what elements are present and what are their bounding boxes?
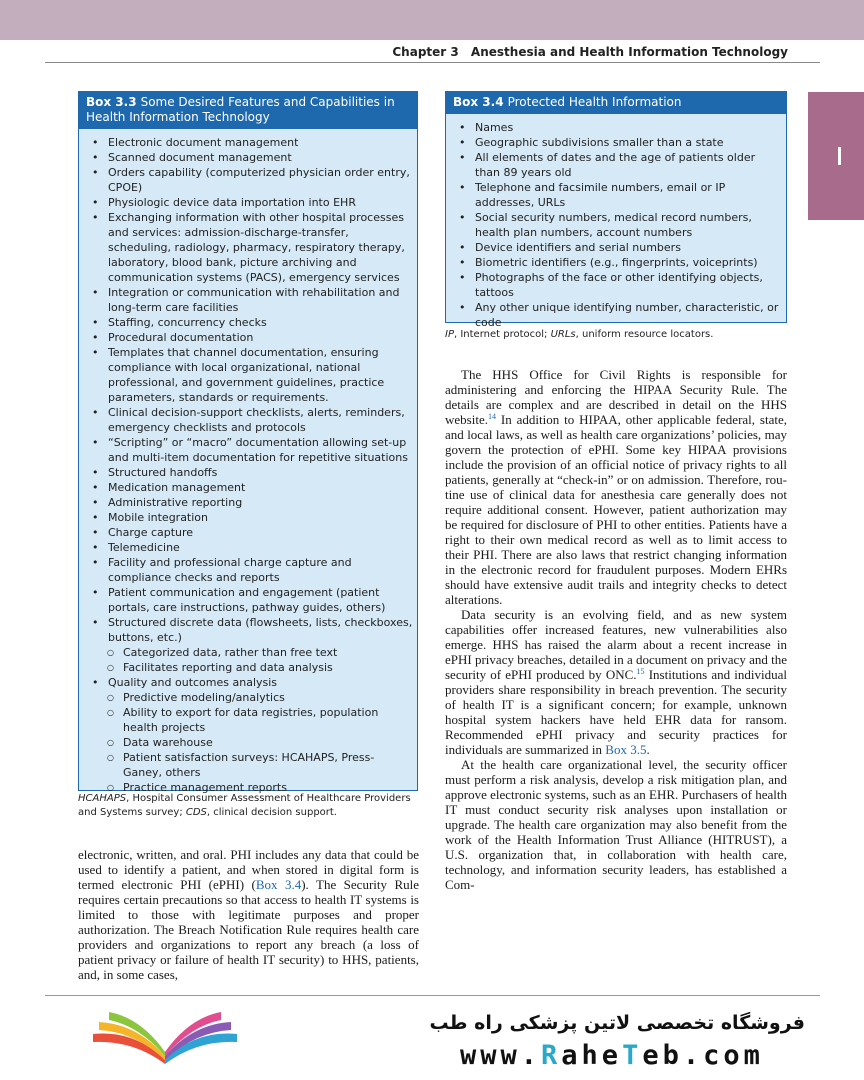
list-item: • “Scripting” or “macro” documentation allowing set-up and multi-item documentation for repetitive situations bbox=[90, 435, 413, 465]
box-3-3 bbox=[78, 91, 418, 794]
text-run: At the health care organizational level, the security officer must perform a risk analysis, develop a risk mitigation plan, and approve electronic systems, such as an EHR. Purchasers of health IT must conduct security risk analyses upon installation or upgrade. The health care organization may also benefit from the work of the Health Information Trust Alliance (HITRUST), a U.S. organization that, in collaboration with health care, technology, and information security leaders, has established a Com- bbox=[445, 757, 787, 892]
list-item: • Templates that channel documentation, ensuring compliance with local organizational, national professional, and government guidelines, practice parameters, standards or requirements. bbox=[90, 345, 413, 405]
box-3-3-title: Some Desired Features and Capabilities in Health Information Technology bbox=[86, 95, 395, 124]
list-item: • Structured discrete data (flowsheets, lists, checkboxes, buttons, etc.) bbox=[90, 615, 413, 645]
list-item: • Facility and professional charge capture and compliance checks and reports bbox=[90, 555, 413, 585]
list-item: • All elements of dates and the age of patients older than 89 years old bbox=[457, 150, 782, 180]
box-3-4-title: Protected Health Information bbox=[507, 95, 682, 109]
list-item: • Administrative reporting bbox=[90, 495, 413, 510]
list-item: • Exchanging information with other hospital processes and services: admission-discharge-transfer, scheduling, radiology, pharmacy, respiratory therapy, laboratory, blood bank, picture archiving and communication systems (PACS), emergency services bbox=[90, 210, 413, 285]
sub-list-item: ○ Practice management reports bbox=[90, 780, 413, 795]
right-column-text bbox=[445, 367, 787, 892]
running-head bbox=[392, 45, 788, 59]
footnote-term: HCAHAPS bbox=[78, 793, 127, 804]
sub-list-item: ○ Categorized data, rather than free text bbox=[90, 645, 413, 660]
section-thumb-tab bbox=[808, 92, 864, 220]
watermark-url-part-1: ahe bbox=[561, 1040, 623, 1071]
list-item: • Mobile integration bbox=[90, 510, 413, 525]
reference-superscript[interactable]: 14 bbox=[487, 412, 496, 421]
watermark-url-letter-t: T bbox=[622, 1040, 643, 1071]
list-item: • Telephone and facsimile numbers, email or IP addresses, URLs bbox=[457, 180, 782, 210]
box-3-3-heading bbox=[79, 92, 417, 129]
box-3-3-list bbox=[79, 129, 417, 801]
sub-list-item: ○ Ability to export for data registries, population health projects bbox=[90, 705, 413, 735]
watermark-persian-text: فروشگاه تخصصی لاتین پزشکی راه طب bbox=[429, 1012, 805, 1034]
body-paragraph bbox=[445, 367, 787, 607]
chapter-number: Chapter 3 bbox=[392, 45, 459, 59]
box-3-3-footnote bbox=[78, 792, 423, 820]
list-item: • Electronic document management bbox=[90, 135, 413, 150]
list-item: • Physiologic device data importation into EHR bbox=[90, 195, 413, 210]
text-run: ). The Security Rule requires certain precautions so that access to health IT systems is limited to those with legitimate purposes and proper authorization. The Breach Notification Rule requires health care providers and organizations to report any breach (a loss of patient privacy or failure of health IT security) to HHS, patients, and, in some cases, bbox=[78, 877, 419, 982]
footnote-definition: , Internet protocol; bbox=[453, 329, 551, 340]
footnote-definition: , Hospital Consumer Assessment of Healthcare Providers and Systems survey; bbox=[78, 793, 411, 818]
section-marker-icon bbox=[838, 147, 841, 165]
watermark-url bbox=[460, 1040, 764, 1071]
box-3-4 bbox=[445, 91, 787, 329]
reference-superscript[interactable]: 15 bbox=[636, 667, 645, 676]
footnote-term: URLs bbox=[550, 329, 576, 340]
footnote-definition: , uniform resource locators. bbox=[575, 329, 714, 340]
list-item: • Any other unique identifying number, characteristic, or code bbox=[457, 300, 782, 330]
chapter-title: Anesthesia and Health Information Technology bbox=[470, 45, 788, 59]
list-item: • Procedural documentation bbox=[90, 330, 413, 345]
watermark-url-prefix: www. bbox=[460, 1040, 542, 1071]
footnote-term: IP bbox=[445, 329, 454, 340]
box-3-4-footnote bbox=[445, 328, 790, 342]
box-3-4-list bbox=[446, 114, 786, 336]
list-item: • Structured handoffs bbox=[90, 465, 413, 480]
watermark-url-letter-r: R bbox=[541, 1040, 562, 1071]
sub-list-item: ○ Data warehouse bbox=[90, 735, 413, 750]
header-rule bbox=[45, 62, 820, 63]
list-item: • Telemedicine bbox=[90, 540, 413, 555]
list-item: • Geographic subdivisions smaller than a state bbox=[457, 135, 782, 150]
box-cross-reference-link[interactable]: Box 3.5 bbox=[605, 742, 647, 757]
list-item: • Staffing, concurrency checks bbox=[90, 315, 413, 330]
list-item: • Biometric identifiers (e.g., fingerprints, voiceprints) bbox=[457, 255, 782, 270]
footnote-term: CDS bbox=[185, 807, 207, 818]
sub-list-item: ○ Patient satisfaction surveys: HCAHAPS, Press-Ganey, others bbox=[90, 750, 413, 780]
text-run: In addition to HIPAA, other applicable federal, state, and local laws, as well as health care organizations’ policies, may govern the protection of ePHI. Some key HIPAA provisions include the provision of an official notice of privacy rights to all patients, generally at “check-in” or on admission. Therefore, routine use of clinical data for anesthesia care generally does not require additional consent. However, patient authorization may be required for disclosure of PHI to other entities. Patients have a right to their own medical record as well as to limit access to their PHI. There are also laws that restrict changing information in the electronic record for fraudulent purposes. Modern EHRs should have extensive audit trails and integrity checks to detect alterations. bbox=[445, 412, 787, 607]
list-item: • Quality and outcomes analysis bbox=[90, 675, 413, 690]
box-3-3-label: Box 3.3 bbox=[86, 95, 137, 109]
list-item: • Social security numbers, medical record numbers, health plan numbers, account numbers bbox=[457, 210, 782, 240]
text-run: Institutions and individual providers share responsibility in breach prevention. The security of health IT is a significant concern; for example, unknown hospital system hackers have held EHR data for ransom. Recommended ePHI privacy and security practices for individuals are summarized in bbox=[445, 667, 788, 757]
text-run: electronic, written, and oral. PHI includes any data that could be used to identify a patient, and when stored in digital form is termed electronic PHI (ePHI) ( bbox=[78, 847, 419, 892]
list-item: • Medication management bbox=[90, 480, 413, 495]
text-run: . bbox=[646, 742, 650, 757]
list-item: • Names bbox=[457, 120, 782, 135]
list-item: • Patient communication and engagement (patient portals, care instructions, pathway guides, others) bbox=[90, 585, 413, 615]
top-color-band bbox=[0, 0, 864, 40]
sub-list-item: ○ Facilitates reporting and data analysis bbox=[90, 660, 413, 675]
list-item: • Charge capture bbox=[90, 525, 413, 540]
body-paragraph bbox=[78, 847, 419, 982]
list-item: • Photographs of the face or other identifying objects, tattoos bbox=[457, 270, 782, 300]
book-logo-icon bbox=[85, 1010, 245, 1070]
list-item: • Orders capability (computerized physician order entry, CPOE) bbox=[90, 165, 413, 195]
list-item: • Integration or communication with rehabilitation and long-term care facilities bbox=[90, 285, 413, 315]
text-run: The HHS Office for Civil Rights is responsible for administering and enforcing the HIPAA Security Rule. The details are complex and are described in detail on the HHS website. bbox=[445, 367, 787, 427]
watermark-url-part-2: eb.com bbox=[642, 1040, 764, 1071]
box-3-4-label: Box 3.4 bbox=[453, 95, 504, 109]
sub-list-item: ○ Predictive modeling/analytics bbox=[90, 690, 413, 705]
box-cross-reference-link[interactable]: Box 3.4 bbox=[255, 877, 302, 892]
left-column-text bbox=[78, 847, 419, 982]
list-item: • Clinical decision-support checklists, alerts, reminders, emergency checklists and protocols bbox=[90, 405, 413, 435]
footer-rule bbox=[45, 995, 820, 996]
footnote-definition: , clinical decision support. bbox=[206, 807, 337, 818]
text-run: Data security is an evolving field, and as new system capabilities offer increased features, new vulnerabilities also emerge. HHS has raised the alarm about a recent increase in ePHI privacy breaches, detailed in a document on privacy and the security of ePHI produced by ONC. bbox=[445, 607, 787, 682]
list-item: • Device identifiers and serial numbers bbox=[457, 240, 782, 255]
body-paragraph bbox=[445, 757, 787, 892]
body-paragraph bbox=[445, 607, 787, 757]
box-3-4-heading bbox=[446, 92, 786, 114]
list-item: • Scanned document management bbox=[90, 150, 413, 165]
